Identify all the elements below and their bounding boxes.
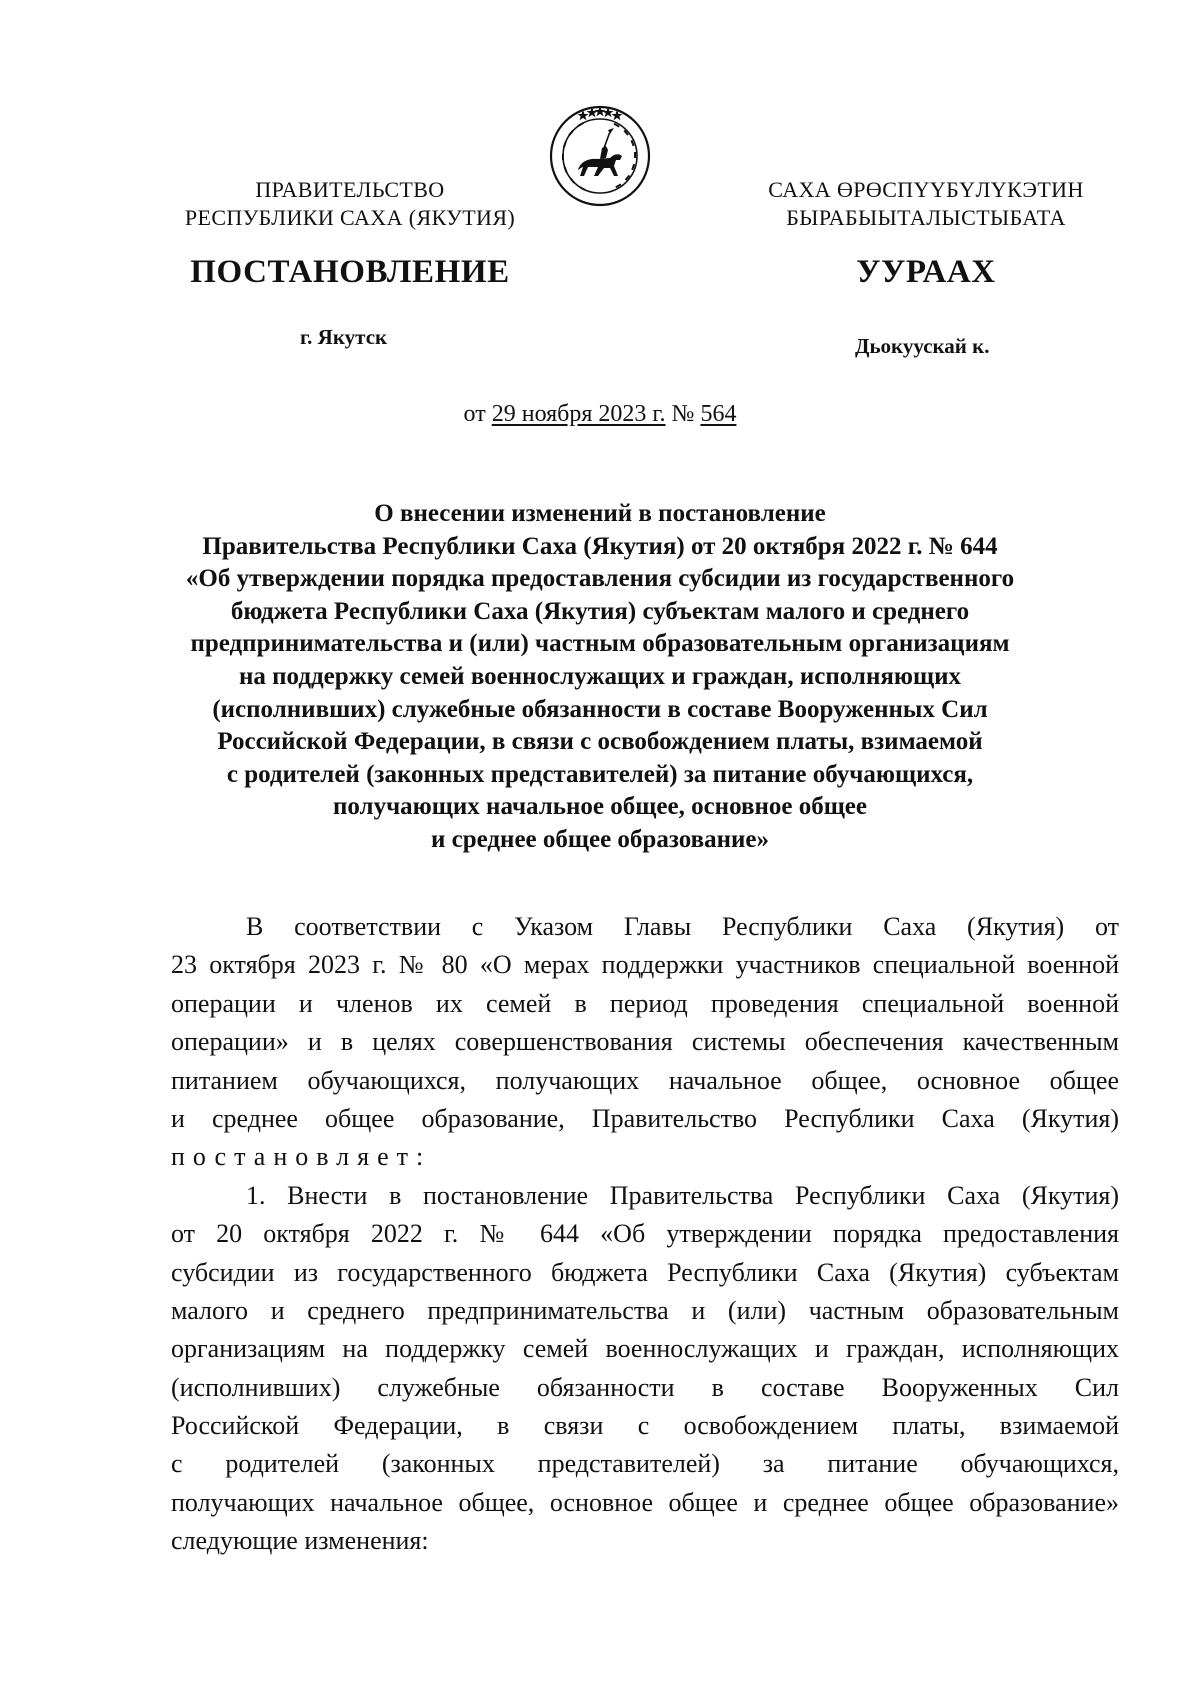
document-title <box>150 498 1050 857</box>
title-line: получающих начальное общее, основное общее <box>332 793 867 821</box>
doc-type-ru: ПОСТАНОВЛЕНИЕ <box>190 254 510 290</box>
body-line: от 20 октября 2022 г. № 644 «Об утверждении порядка предоставления <box>171 1219 1119 1249</box>
org-name-ru-line1: ПРАВИТЕЛЬСТВО <box>255 177 445 202</box>
body-line: субсидии из государственного бюджета Республики Саха (Якутия) субъектам <box>171 1257 1119 1287</box>
body-line: питанием обучающихся, получающих начальное общее, основное общее <box>171 1065 1119 1095</box>
coat-of-arms-icon <box>548 104 652 208</box>
title-line: с родителей (законных представителей) за питание обучающихся, <box>226 760 974 788</box>
title-line: О внесении изменений в постановление <box>374 500 826 527</box>
body-line-decree: постановляет: <box>171 1142 432 1172</box>
body-line: Российской Федерации, в связи с освобождением платы, взимаемой <box>171 1411 1119 1441</box>
body-line: получающих начальное общее, основное общее и среднее общее образование» <box>171 1487 1119 1517</box>
title-line: на поддержку семей военнослужащих и граждан, исполняющих <box>239 662 961 690</box>
org-name-sah-line2: БЫРАБЫЫТАЛЫСТЫБАТА <box>786 205 1066 230</box>
body-line: следующие изменения: <box>171 1526 429 1556</box>
date-prefix: от <box>463 401 486 427</box>
body-line: операции и членов их семей в период проведения специальной военной <box>171 988 1119 1018</box>
body-line: операции» и в целях совершенствования системы обеспечения качественным <box>171 1027 1119 1057</box>
city-ru: г. Якутск <box>300 325 388 349</box>
org-name-sah-line1: САХА ӨРӨСПҮҮБҮЛҮКЭТИН <box>768 177 1084 202</box>
title-line: «Об утверждении порядка предоставления субсидии из государственного <box>185 565 1015 593</box>
body-line: 1. Внести в постановление Правительства Республики Саха (Якутия) <box>246 1180 1119 1210</box>
title-line: (исполнивших) служебные обязанности в составе Вооруженных Сил <box>212 695 988 723</box>
org-name-ru-line2: РЕСПУБЛИКИ САХА (ЯКУТИЯ) <box>184 205 516 230</box>
date-number-line <box>0 401 1200 428</box>
body-line: 23 октября 2023 г. № 80 «О мерах поддержки участников специальной военной <box>171 950 1119 980</box>
title-line: Правительства Республики Саха (Якутия) от 20 октября 2022 г. № 644 <box>202 532 998 560</box>
doc-type-sah: УУРААХ <box>856 254 996 290</box>
title-line: и среднее общее образование» <box>430 825 770 853</box>
body-line: малого и среднего предпринимательства и (или) частным образовательным <box>171 1295 1119 1325</box>
title-line: бюджета Республики Саха (Якутия) субъектам малого и среднего <box>230 597 970 625</box>
document-number: 564 <box>700 401 737 427</box>
body-line: организациям на поддержку семей военнослужащих и граждан, исполняющих <box>171 1334 1119 1364</box>
org-name-ru <box>180 176 520 232</box>
body-line: В соответствии с Указом Главы Республики Саха (Якутия) от <box>246 912 1119 941</box>
body-line: с родителей (законных представителей) за питание обучающихся, <box>171 1449 1119 1479</box>
number-sign: № <box>671 401 695 427</box>
title-line: Российской Федерации, в связи с освобождением платы, взимаемой <box>217 728 983 756</box>
body-line: и среднее общее образование, Правительство Республики Саха (Якутия) <box>171 1103 1119 1133</box>
org-name-sah <box>746 176 1106 232</box>
document-body <box>171 908 1119 1561</box>
title-line: предпринимательства и (или) частным образовательным организациям <box>190 630 1010 658</box>
body-line: (исполнивших) служебные обязанности в составе Вооруженных Сил <box>171 1372 1119 1402</box>
city-sah: Дьокуускай к. <box>855 334 990 358</box>
document-date: 29 ноября 2023 г. <box>491 401 666 427</box>
